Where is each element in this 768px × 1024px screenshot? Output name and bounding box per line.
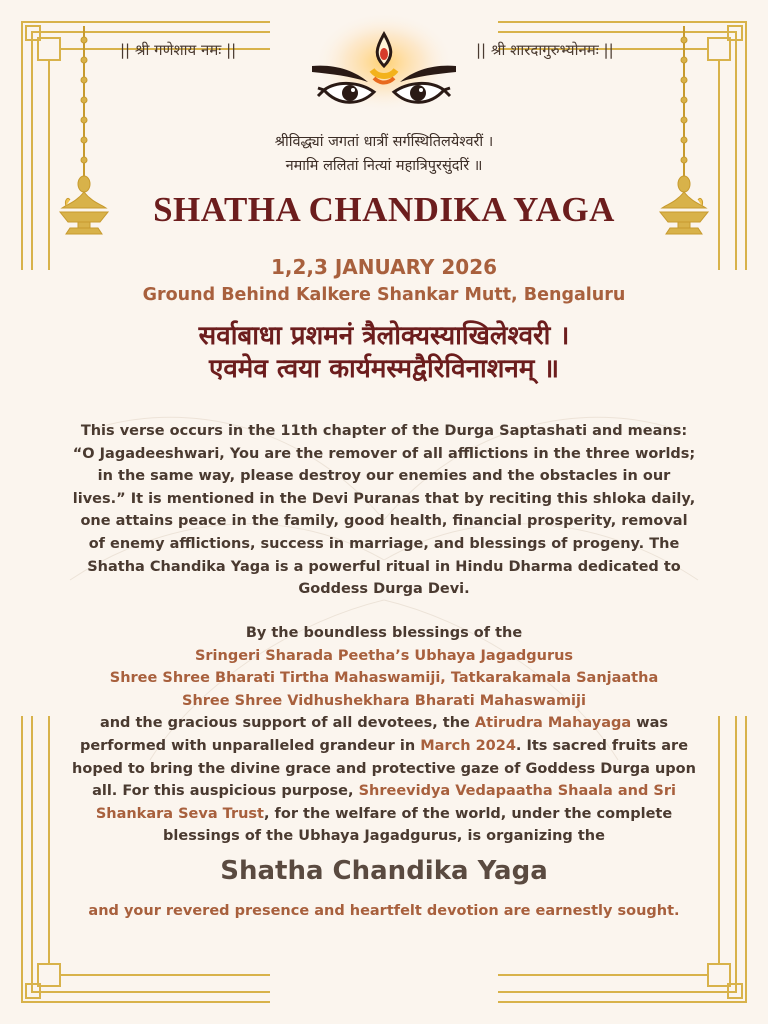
jagadgurus-line2: Shree Shree Bharati Tirtha Mahaswamiji, Tatkarakamala Sanjaatha [109, 670, 659, 687]
sharada-guru-invocation: || श्री शारदागुरुभ्योनमः || [476, 41, 614, 59]
blessings-paragraph [70, 622, 698, 848]
jagadgurus-line1: Sringeri Sharada Peetha’s Ubhaya Jagadgurus [194, 647, 574, 664]
event-venue: Ground Behind Kalkere Shankar Mutt, Bengaluru [142, 285, 626, 305]
blessings-text3: . Its sacred fruits are hoped to bring the divine grace and protective gaze of Goddess Durga upon all. For this auspicious purpose, [72, 737, 696, 800]
durga-sloka-line1: सर्वाबाधा प्रशमनं त्रैलोक्यस्याखिलेश्वरी । [198, 321, 570, 351]
jagadgurus-line3: Shree Shree Vidhushekhara Bharati Mahaswamiji [182, 692, 586, 709]
lalita-sloka-line1: श्रीविद्ध्यां जगतां धात्रीं सर्गस्थितिलयेश्वरीं । [274, 134, 494, 150]
blessings-intro: By the boundless blessings of the [245, 625, 523, 641]
verse-explanation-paragraph: This verse occurs in the 11th chapter of the Durga Saptashati and means: “O Jagadeeshwari, You are the remover of all afflictions in the three worlds; in the same way, please destroy our enemies and the obstacles in our lives.” It is mentioned in the Devi Puranas that by reciting this shloka daily, one attains peace in the family, good health, financial prosperity, removal of enemy afflictions, success in marriage, and blessings of progeny. The Shatha Chandika Yaga is a powerful ritual in Hindu Dharma dedicated to Goddess Durga Devi. [72, 423, 696, 598]
atirudra-mahayaga-link-text: Atirudra Mahayaga [474, 715, 632, 732]
blessings-body [70, 712, 698, 848]
lalita-sloka-line2: नमामि ललितां नित्यां महात्रिपुरसुंदरिं ॥ [285, 158, 483, 174]
ganesha-invocation: || श्री गणेशाय नमः || [120, 41, 237, 59]
blessings-text2: was performed with unparalleled grandeur in [79, 715, 669, 754]
march-2024-text: March 2024 [420, 737, 516, 754]
organizer-name: Shreevidya Vedapaatha Shaala and Sri Shankara Seva Trust [95, 783, 676, 822]
goddess-eyes-icon [304, 26, 464, 126]
lalita-sloka [0, 130, 768, 178]
durga-sloka-line2: एवमेव त्वया कार्यमस्मद्वैरिविनाशनम् ॥ [208, 354, 560, 384]
closing-invitation: and your revered presence and heartfelt devotion are earnestly sought. [88, 903, 680, 919]
blessings-text1: and the gracious support of all devotees, the [99, 715, 475, 732]
blessings-text4: , for the welfare of the world, under the complete blessings of the Ubhaya Jagadgurus, is organizing the [163, 805, 673, 845]
durga-sloka [0, 320, 768, 386]
yaga-name-heading: Shatha Chandika Yaga [220, 856, 548, 886]
event-title: SHATHA CHANDIKA YAGA [153, 190, 615, 229]
event-date: 1,2,3 JANUARY 2026 [270, 255, 498, 279]
